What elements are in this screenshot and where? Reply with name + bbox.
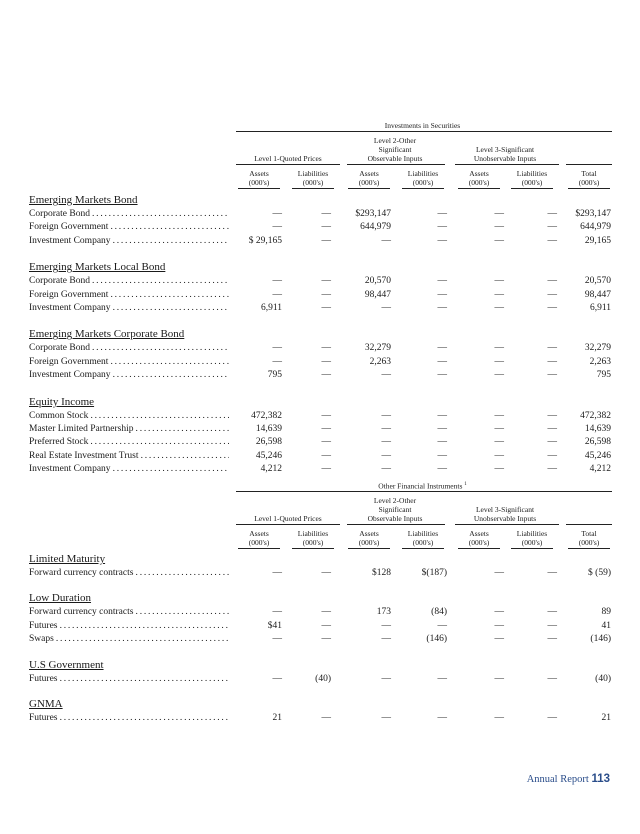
cell-value: — [494, 370, 504, 381]
cell-value: — [321, 424, 331, 434]
cell-value: — [437, 235, 447, 246]
cell-value: — [494, 673, 504, 684]
column-header-1-unit: (000's) [248, 538, 270, 547]
column-header-2: Liabilities [297, 529, 329, 538]
cell-value: — [272, 222, 282, 233]
row-label: Investment Company . . . [29, 236, 229, 246]
cell-value: — [437, 222, 447, 233]
cell-value: — [321, 437, 331, 448]
row-label: Common Stock . . . [29, 411, 229, 421]
row-label: Foreign Government . . . [29, 222, 229, 232]
column-header-rule [458, 188, 500, 189]
column-header-rule [348, 548, 390, 549]
row-label: Investment Company . . . [29, 370, 229, 380]
cell-value: 98,447 [584, 289, 611, 300]
table2-group-title-text: Other Financial Instruments [378, 481, 463, 491]
cell-value: — [381, 410, 391, 421]
cell-value: — [547, 634, 557, 645]
table-row [29, 276, 613, 289]
column-header-rule [238, 188, 280, 189]
cell-value: — [437, 673, 447, 684]
table2-level3-line2: Unobservable Inputs [473, 514, 537, 523]
cell-value: — [381, 620, 391, 631]
cell-value: — [272, 289, 282, 300]
table1-level3-line1: Level 3-Significant [475, 145, 535, 154]
column-header-7-unit: (000's) [578, 178, 600, 187]
table1-level2-line3: Observable Inputs [367, 154, 423, 163]
section-title: Emerging Markets Local Bond [29, 261, 166, 274]
cell-value: — [547, 370, 557, 381]
cell-value: $(187) [421, 568, 447, 578]
table-row [29, 370, 613, 383]
cell-value: 795 [596, 370, 611, 381]
row-label: Corporate Bond . . . [29, 209, 229, 219]
table2-level2-line2: Significant [378, 505, 412, 514]
column-header-6-unit: (000's) [521, 178, 543, 187]
table-row [29, 621, 613, 634]
cell-value: — [437, 209, 447, 219]
column-header-4: Liabilities [407, 529, 439, 538]
table2-group-rule-total [566, 524, 612, 525]
cell-value: — [321, 289, 331, 300]
column-header-3: Assets [359, 169, 379, 178]
table-row [29, 674, 613, 687]
cell-value: — [494, 410, 504, 421]
cell-value: — [272, 568, 282, 578]
cell-value: — [272, 673, 282, 684]
cell-value: — [437, 410, 447, 421]
row-label: Real Estate Investment Trust . . . [29, 451, 229, 461]
column-header-4: Liabilities [407, 169, 439, 178]
cell-value: — [547, 343, 557, 354]
cell-value: 795 [267, 370, 282, 381]
cell-value: 20,570 [364, 276, 391, 287]
cell-value: — [547, 235, 557, 246]
cell-value: 26,598 [255, 437, 282, 448]
cell-value: 4,212 [260, 464, 282, 475]
cell-value: — [494, 303, 504, 313]
cell-value: — [437, 303, 447, 313]
cell-value: $ (59) [588, 568, 611, 578]
cell-value: — [381, 437, 391, 448]
cell-value: $128 [372, 568, 391, 578]
cell-value: — [321, 620, 331, 631]
cell-value: 4,212 [589, 464, 611, 475]
cell-value: 14,639 [584, 424, 611, 434]
cell-value: — [494, 356, 504, 367]
cell-value: 14,639 [255, 424, 282, 434]
column-header-rule [402, 548, 444, 549]
column-header-5-unit: (000's) [468, 538, 490, 547]
column-header-rule [568, 188, 610, 189]
section-title: Limited Maturity [29, 553, 106, 565]
cell-value: 26,598 [584, 437, 611, 448]
cell-value: (40) [315, 673, 331, 684]
row-label: Preferred Stock . . . [29, 437, 229, 447]
cell-value: 32,279 [364, 343, 391, 354]
section-title: Emerging Markets Bond [29, 194, 138, 206]
table-row [29, 357, 613, 370]
table-row [29, 424, 613, 437]
cell-value: — [321, 209, 331, 219]
cell-value: — [494, 289, 504, 300]
table-row [29, 209, 613, 222]
section-title: Emerging Markets Corporate Bond [29, 328, 185, 341]
table-row [29, 451, 613, 464]
cell-value: 98,447 [364, 289, 391, 300]
column-header-5: Assets [469, 169, 489, 178]
cell-value: — [437, 289, 447, 300]
row-label: Corporate Bond . . . [29, 276, 229, 286]
cell-value: 32,279 [584, 343, 611, 354]
cell-value: $41 [267, 620, 282, 631]
column-header-rule [348, 188, 390, 189]
column-header-rule [511, 188, 553, 189]
cell-value: — [547, 450, 557, 461]
cell-value: — [381, 235, 391, 246]
cell-value: — [547, 713, 557, 723]
column-header-7: Total [581, 169, 597, 178]
cell-value: — [272, 356, 282, 367]
cell-value: — [381, 450, 391, 461]
cell-value: — [494, 424, 504, 434]
column-header-rule [292, 188, 334, 189]
table2-group-rule-l1 [236, 524, 340, 525]
cell-value: — [321, 634, 331, 645]
table1-group-rule-total [566, 164, 612, 165]
footer-report-title: Annual Report [526, 774, 589, 785]
cell-value: (84) [431, 607, 447, 618]
cell-value: — [547, 424, 557, 434]
cell-value: — [381, 370, 391, 381]
cell-value: — [437, 437, 447, 448]
column-header-1: Assets [249, 169, 269, 178]
column-header-6: Liabilities [516, 529, 548, 538]
table2-level1-label: Level 1-Quoted Prices [254, 514, 322, 523]
row-label: Futures . . . [29, 713, 229, 723]
cell-value: — [437, 343, 447, 354]
column-header-3-unit: (000's) [358, 538, 380, 547]
table-row [29, 303, 613, 316]
cell-value: — [321, 568, 331, 578]
page-number: 113 [591, 773, 610, 785]
cell-value: — [547, 289, 557, 300]
cell-value: — [547, 222, 557, 233]
cell-value: — [272, 634, 282, 645]
cell-value: — [321, 713, 331, 723]
cell-value: — [547, 464, 557, 475]
table1-group-rule-l1 [236, 164, 340, 165]
cell-value: — [381, 713, 391, 723]
cell-value: 21 [601, 713, 611, 723]
cell-value: 41 [601, 620, 611, 631]
cell-value: 472,382 [580, 410, 611, 421]
cell-value: — [494, 450, 504, 461]
cell-value: 6,911 [589, 303, 611, 313]
cell-value: — [381, 424, 391, 434]
cell-value: — [547, 607, 557, 618]
cell-value: — [494, 607, 504, 618]
column-header-1: Assets [249, 529, 269, 538]
cell-value: (146) [426, 634, 447, 645]
column-header-7-unit: (000's) [578, 538, 600, 547]
table2-level3-line1: Level 3-Significant [475, 505, 535, 514]
row-label: Foreign Government . . . [29, 290, 229, 300]
cell-value: — [321, 450, 331, 461]
column-header-3-unit: (000's) [358, 178, 380, 187]
cell-value: 45,246 [255, 450, 282, 461]
cell-value: $ 29,165 [248, 235, 282, 246]
column-header-5: Assets [469, 529, 489, 538]
table-row [29, 222, 613, 235]
column-header-6: Liabilities [516, 169, 548, 178]
table2-group-rule-l2 [347, 524, 445, 525]
cell-value: 20,570 [584, 276, 611, 287]
section-title: Equity Income [29, 395, 95, 408]
table2-group-rule-l3 [455, 524, 559, 525]
table-row [29, 713, 613, 726]
column-header-3: Assets [359, 529, 379, 538]
row-label: Investment Company . . . [29, 464, 229, 474]
cell-value: — [321, 235, 331, 246]
cell-value: — [437, 424, 447, 434]
cell-value: — [321, 303, 331, 313]
column-header-6-unit: (000's) [521, 538, 543, 547]
column-header-2-unit: (000's) [302, 178, 324, 187]
cell-value: — [272, 607, 282, 618]
cell-value: — [437, 464, 447, 475]
table1-level3-line2: Unobservable Inputs [473, 154, 537, 163]
cell-value: — [547, 620, 557, 631]
section-title: GNMA [29, 698, 63, 710]
table1-top-rule [236, 131, 612, 132]
section-title: U.S Government [29, 658, 104, 671]
cell-value: — [437, 450, 447, 461]
row-label: Investment Company . . . [29, 303, 229, 313]
cell-value: — [494, 437, 504, 448]
cell-value: 644,979 [360, 222, 391, 233]
table-row [29, 411, 613, 424]
column-header-2-unit: (000's) [302, 538, 324, 547]
cell-value: 644,979 [580, 222, 611, 233]
cell-value: 6,911 [260, 303, 282, 313]
cell-value: — [494, 222, 504, 233]
cell-value: (146) [590, 634, 611, 645]
cell-value: — [272, 276, 282, 287]
column-header-4-unit: (000's) [412, 178, 434, 187]
table2-level2-line1: Level 2-Other [373, 496, 417, 505]
cell-value: 173 [376, 607, 391, 618]
cell-value: — [494, 464, 504, 475]
cell-value: — [437, 276, 447, 287]
table1-group-rule-l3 [455, 164, 559, 165]
cell-value: — [437, 620, 447, 631]
cell-value: 2,263 [369, 356, 391, 367]
cell-value: 45,246 [584, 450, 611, 461]
table-row [29, 343, 613, 356]
table2-footnote-ref: 1 [464, 482, 467, 487]
cell-value: — [494, 209, 504, 219]
column-header-rule [402, 188, 444, 189]
cell-value: — [321, 276, 331, 287]
row-label: Forward currency contracts . . . [29, 607, 229, 617]
cell-value: — [321, 410, 331, 421]
cell-value: — [381, 303, 391, 313]
table2-top-rule [236, 491, 612, 492]
cell-value: — [321, 607, 331, 618]
cell-value: — [494, 620, 504, 631]
cell-value: — [494, 235, 504, 246]
row-label: Master Limited Partnership . . . [29, 424, 229, 434]
cell-value: — [547, 410, 557, 421]
cell-value: — [547, 276, 557, 287]
column-header-rule [568, 548, 610, 549]
cell-value: — [321, 356, 331, 367]
column-header-5-unit: (000's) [468, 178, 490, 187]
cell-value: 21 [272, 713, 282, 723]
row-label: Futures . . . [29, 674, 229, 684]
cell-value: 472,382 [251, 410, 282, 421]
table-row [29, 236, 613, 249]
cell-value: — [437, 356, 447, 367]
cell-value: $293,147 [575, 209, 611, 219]
table2-group-title [330, 480, 515, 491]
column-header-7: Total [581, 529, 597, 538]
cell-value: $293,147 [355, 209, 391, 219]
column-header-4-unit: (000's) [412, 538, 434, 547]
table-row [29, 464, 613, 477]
cell-value: — [494, 343, 504, 354]
cell-value: — [547, 356, 557, 367]
cell-value: — [547, 568, 557, 578]
table2-level2-line3: Observable Inputs [367, 514, 423, 523]
section-title: Low Duration [29, 592, 92, 605]
column-header-1-unit: (000's) [248, 178, 270, 187]
cell-value: — [272, 343, 282, 354]
cell-value: — [321, 222, 331, 233]
row-label: Swaps . . . [29, 634, 229, 644]
column-header-rule [458, 548, 500, 549]
cell-value: — [494, 568, 504, 578]
cell-value: — [321, 370, 331, 381]
table-row [29, 437, 613, 450]
cell-value: — [272, 209, 282, 219]
cell-value: — [547, 437, 557, 448]
table-row [29, 634, 613, 647]
column-header-2: Liabilities [297, 169, 329, 178]
cell-value: — [547, 673, 557, 684]
column-header-rule [238, 548, 280, 549]
cell-value: 29,165 [584, 235, 611, 246]
cell-value: 2,263 [589, 356, 611, 367]
row-label: Corporate Bond . . . [29, 343, 229, 353]
cell-value: — [437, 370, 447, 381]
cell-value: — [494, 634, 504, 645]
row-label: Futures . . . [29, 621, 229, 631]
column-header-rule [292, 548, 334, 549]
cell-value: (40) [595, 673, 611, 684]
table1-level2-line2: Significant [378, 145, 412, 154]
table1-level1-label: Level 1-Quoted Prices [254, 154, 322, 163]
column-header-rule [511, 548, 553, 549]
row-label: Forward currency contracts . . . [29, 568, 229, 578]
cell-value: — [381, 673, 391, 684]
row-label: Foreign Government . . . [29, 357, 229, 367]
cell-value: — [321, 343, 331, 354]
table1-group-title: Investments in Securities [384, 121, 461, 130]
cell-value: — [494, 713, 504, 723]
cell-value: — [494, 276, 504, 287]
page-footer [527, 773, 610, 785]
table1-group-rule-l2 [347, 164, 445, 165]
cell-value: — [381, 464, 391, 475]
cell-value: — [547, 303, 557, 313]
table1-level2-line1: Level 2-Other [373, 136, 417, 145]
table-row [29, 290, 613, 303]
cell-value: 89 [601, 607, 611, 618]
table-row [29, 607, 613, 620]
cell-value: — [381, 634, 391, 645]
cell-value: — [437, 713, 447, 723]
cell-value: — [321, 464, 331, 475]
table-row [29, 568, 613, 581]
cell-value: — [547, 209, 557, 219]
